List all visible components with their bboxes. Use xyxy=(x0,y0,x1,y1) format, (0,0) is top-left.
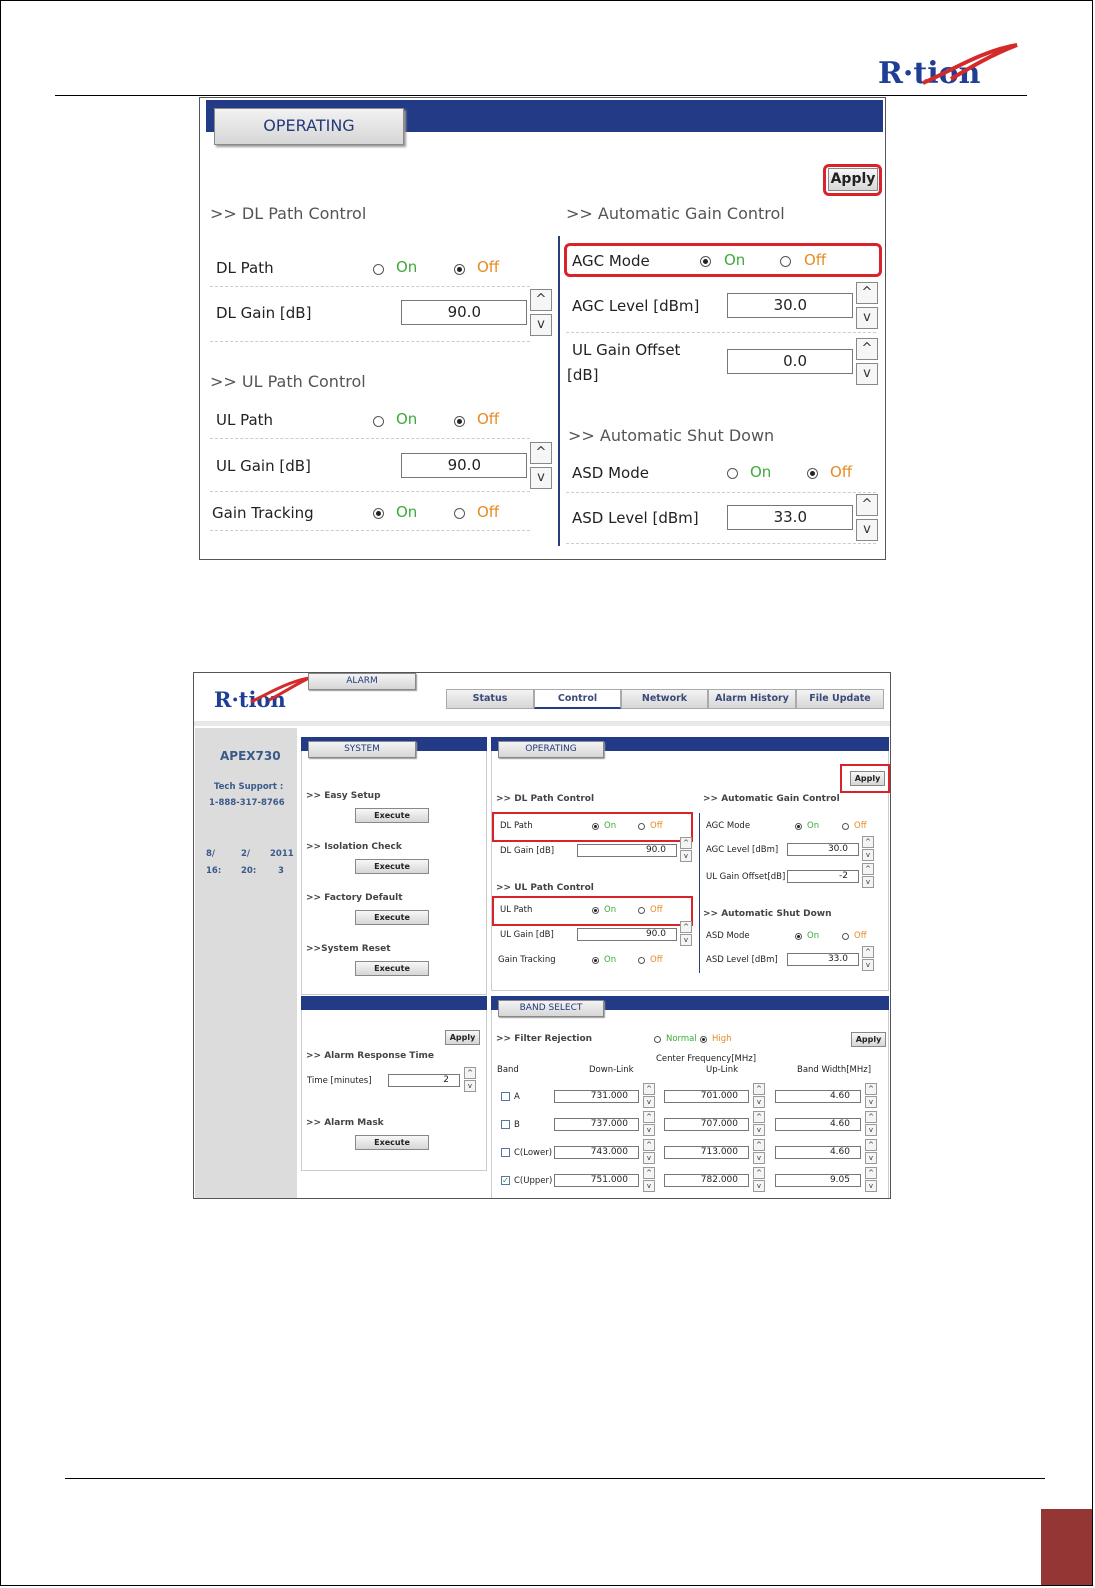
asd-level-up-button[interactable]: ^ xyxy=(862,946,874,958)
agc-level-down-button[interactable]: v xyxy=(862,849,874,861)
divider xyxy=(210,341,530,342)
ul-path-on-radio[interactable] xyxy=(592,907,599,914)
agc-level-up-button[interactable]: ^ xyxy=(856,282,878,304)
dl-gain-label: DL Gain [dB] xyxy=(500,846,555,856)
alarm-header-bar xyxy=(301,996,487,1010)
asd-level-down-button[interactable]: v xyxy=(862,959,874,971)
ul-gain-label: UL Gain [dB] xyxy=(500,930,554,940)
asd-mode-label: ASD Mode xyxy=(572,464,649,482)
nav-tab-file-update[interactable]: File Update xyxy=(796,689,884,709)
divider xyxy=(210,530,530,531)
band-a-downlink-down-button[interactable]: v xyxy=(643,1096,655,1108)
band-apply-button[interactable]: Apply xyxy=(851,1032,886,1047)
ul-gain-offset-down-button[interactable]: v xyxy=(862,876,874,888)
center-frequency-label: Center Frequency[MHz] xyxy=(656,1054,757,1064)
band-c-lower-width-down-button[interactable]: v xyxy=(865,1152,877,1164)
gain-tracking-on-radio[interactable] xyxy=(373,508,384,519)
nav-tab-alarm-history[interactable]: Alarm History xyxy=(708,689,796,709)
band-a-width-up-button[interactable]: ^ xyxy=(865,1083,877,1095)
asd-level-down-button[interactable]: v xyxy=(856,519,878,541)
band-c-lower-downlink-up-button[interactable]: ^ xyxy=(643,1139,655,1151)
band-a-downlink-up-button[interactable]: ^ xyxy=(643,1083,655,1095)
easy-setup-execute-button[interactable]: Execute xyxy=(355,808,429,823)
band-b-downlink-input[interactable]: 737.000 xyxy=(554,1118,639,1131)
filter-normal-radio[interactable] xyxy=(654,1036,661,1043)
dl-path-off-label: Off xyxy=(650,821,663,831)
logo-swoosh-icon xyxy=(249,676,311,708)
band-c-lower-uplink-down-button[interactable]: v xyxy=(753,1152,765,1164)
band-a-uplink-input[interactable]: 701.000 xyxy=(664,1090,749,1103)
dl-path-off-label: Off xyxy=(477,258,500,276)
ul-gain-input[interactable]: 90.0 xyxy=(577,928,677,941)
ul-path-label: UL Path xyxy=(216,411,274,429)
logo-swoosh-icon xyxy=(921,41,1021,91)
gain-tracking-off-label: Off xyxy=(650,955,663,965)
agc-mode-on-radio[interactable] xyxy=(795,823,802,830)
asd-mode-on-radio[interactable] xyxy=(795,933,802,940)
ul-gain-up-button[interactable]: ^ xyxy=(680,921,692,933)
divider xyxy=(210,438,530,439)
agc-level-label: AGC Level [dBm] xyxy=(572,297,700,315)
ul-path-on-radio[interactable] xyxy=(373,416,384,427)
band-a-width-input[interactable]: 4.60 xyxy=(775,1090,861,1103)
band-header: Band xyxy=(497,1065,519,1075)
asd-mode-off-radio[interactable] xyxy=(842,933,849,940)
asd-level-input[interactable]: 33.0 xyxy=(727,505,853,530)
column-divider xyxy=(558,236,560,546)
agc-level-input[interactable]: 30.0 xyxy=(787,843,859,856)
header-rule xyxy=(55,95,1027,96)
band-c-upper-downlink-up-button[interactable]: ^ xyxy=(643,1167,655,1179)
isolation-check-title: >> Isolation Check xyxy=(306,842,402,852)
date-month: 8/ xyxy=(206,849,216,859)
up-link-header: Up-Link xyxy=(706,1065,739,1075)
asd-mode-on-radio[interactable] xyxy=(727,468,738,479)
ul-gain-input[interactable]: 90.0 xyxy=(401,453,527,478)
asd-level-label: ASD Level [dBm] xyxy=(572,509,699,527)
asd-mode-off-radio[interactable] xyxy=(807,468,818,479)
dl-path-on-radio[interactable] xyxy=(373,264,384,275)
nav-tab-status[interactable]: Status xyxy=(446,689,534,709)
asd-mode-on-label: On xyxy=(750,463,772,481)
dl-path-on-label: On xyxy=(396,258,418,276)
band-c-lower-label: C(Lower) xyxy=(514,1148,553,1158)
gain-tracking-label: Gain Tracking xyxy=(498,955,556,965)
ul-path-off-label: Off xyxy=(650,905,663,915)
agc-mode-off-label: Off xyxy=(854,821,867,831)
band-a-downlink-input[interactable]: 731.000 xyxy=(554,1090,639,1103)
dl-gain-label: DL Gain [dB] xyxy=(216,304,312,322)
dl-path-on-label: On xyxy=(604,821,617,831)
agc-mode-label: AGC Mode xyxy=(572,252,650,270)
agc-mode-off-label: Off xyxy=(804,251,827,269)
agc-title: >> Automatic Gain Control xyxy=(703,794,840,804)
band-b-width-down-button[interactable]: v xyxy=(865,1124,877,1136)
band-c-upper-width-up-button[interactable]: ^ xyxy=(865,1167,877,1179)
dl-gain-down-button[interactable]: v xyxy=(680,850,692,862)
agc-mode-on-radio[interactable] xyxy=(700,256,711,267)
gain-tracking-off-radio[interactable] xyxy=(638,957,645,964)
alarm-mask-title: >> Alarm Mask xyxy=(306,1118,384,1128)
asd-mode-label: ASD Mode xyxy=(706,931,750,941)
gain-tracking-off-label: Off xyxy=(477,503,500,521)
ul-path-label: UL Path xyxy=(500,905,533,915)
system-reset-title: >>System Reset xyxy=(306,944,391,954)
band-c-upper-checkbox[interactable]: ✓ xyxy=(502,1176,509,1185)
band-a-uplink-up-button[interactable]: ^ xyxy=(753,1083,765,1095)
band-c-lower-width-input[interactable]: 4.60 xyxy=(775,1146,861,1159)
dl-gain-up-button[interactable]: ^ xyxy=(530,289,552,311)
band-c-upper-downlink-input[interactable]: 751.000 xyxy=(554,1174,639,1187)
band-b-width-input[interactable]: 4.60 xyxy=(775,1118,861,1131)
band-c-upper-uplink-up-button[interactable]: ^ xyxy=(753,1167,765,1179)
divider xyxy=(210,286,530,287)
control-screenshot xyxy=(193,672,891,1199)
dl-path-label: DL Path xyxy=(216,259,274,277)
factory-default-execute-button[interactable]: Execute xyxy=(355,910,429,925)
agc-level-down-button[interactable]: v xyxy=(856,307,878,329)
ul-path-control-title: >> UL Path Control xyxy=(496,883,594,893)
app-logo: R·tion xyxy=(214,687,286,712)
dl-gain-input[interactable]: 90.0 xyxy=(577,844,677,857)
alarm-time-label: Time [minutes] xyxy=(307,1076,372,1086)
band-b-uplink-down-button[interactable]: v xyxy=(753,1124,765,1136)
dl-path-off-radio[interactable] xyxy=(638,823,645,830)
band-c-lower-checkbox[interactable] xyxy=(501,1148,510,1157)
asd-level-up-button[interactable]: ^ xyxy=(856,494,878,516)
ul-gain-label: UL Gain [dB] xyxy=(216,457,311,475)
page-number-badge xyxy=(1041,1509,1093,1586)
operating-column-divider xyxy=(699,813,700,973)
down-link-header: Down-Link xyxy=(589,1065,634,1075)
agc-mode-on-label: On xyxy=(807,821,820,831)
date-day: 2/ xyxy=(241,849,251,859)
band-select-tab[interactable]: BAND SELECT xyxy=(498,1000,604,1017)
time-second: 3 xyxy=(278,866,284,876)
ul-gain-offset-label: UL Gain Offset xyxy=(572,341,681,359)
alarm-time-up-button[interactable]: ^ xyxy=(464,1067,476,1079)
band-c-lower-uplink-input[interactable]: 713.000 xyxy=(664,1146,749,1159)
gain-tracking-label: Gain Tracking xyxy=(212,504,314,522)
dl-path-off-radio[interactable] xyxy=(454,264,465,275)
filter-high-label: High xyxy=(712,1034,732,1044)
dl-path-on-radio[interactable] xyxy=(592,823,599,830)
time-minute: 20: xyxy=(241,866,257,876)
ul-gain-offset-label: UL Gain Offset[dB] xyxy=(706,872,786,882)
footer-rule xyxy=(65,1478,1045,1479)
dl-path-control-title: >> DL Path Control xyxy=(496,794,595,804)
band-b-uplink-input[interactable]: 707.000 xyxy=(664,1118,749,1131)
filter-rejection-title: >> Filter Rejection xyxy=(496,1034,593,1044)
divider xyxy=(566,543,876,544)
band-c-upper-width-input[interactable]: 9.05 xyxy=(775,1174,861,1187)
operating-figure xyxy=(199,97,886,560)
agc-mode-off-radio[interactable] xyxy=(780,256,791,267)
ul-path-off-radio[interactable] xyxy=(454,416,465,427)
band-b-label: B xyxy=(514,1120,520,1130)
date-year: 2011 xyxy=(270,849,294,859)
gain-tracking-off-radio[interactable] xyxy=(454,508,465,519)
band-c-upper-uplink-down-button[interactable]: v xyxy=(753,1180,765,1192)
tech-support-label: Tech Support : xyxy=(214,782,284,792)
ul-gain-offset-input[interactable]: 0.0 xyxy=(727,349,853,374)
band-width-header: Band Width[MHz] xyxy=(797,1065,872,1075)
nav-tab-network[interactable]: Network xyxy=(621,689,708,709)
asd-mode-off-label: Off xyxy=(830,463,853,481)
filter-high-radio[interactable] xyxy=(700,1036,707,1043)
top-separator xyxy=(194,721,891,726)
band-b-checkbox[interactable] xyxy=(501,1120,510,1129)
band-c-upper-downlink-down-button[interactable]: v xyxy=(643,1180,655,1192)
operating-tab[interactable]: OPERATING xyxy=(498,741,604,758)
ul-gain-up-button[interactable]: ^ xyxy=(530,442,552,464)
ul-path-off-label: Off xyxy=(477,410,500,428)
ul-gain-offset-down-button[interactable]: v xyxy=(856,363,878,385)
operating-tab[interactable]: OPERATING xyxy=(214,108,404,145)
alarm-tab[interactable]: ALARM xyxy=(308,673,416,690)
band-b-downlink-up-button[interactable]: ^ xyxy=(643,1111,655,1123)
band-c-lower-width-up-button[interactable]: ^ xyxy=(865,1139,877,1151)
system-tab[interactable]: SYSTEM xyxy=(308,741,416,758)
band-a-label: A xyxy=(514,1092,520,1102)
divider xyxy=(566,492,876,493)
ul-path-off-radio[interactable] xyxy=(638,907,645,914)
divider xyxy=(566,332,876,333)
asd-level-input[interactable]: 33.0 xyxy=(787,953,859,966)
ul-gain-offset-input[interactable]: -2 xyxy=(787,870,859,883)
asd-mode-off-label: Off xyxy=(854,931,867,941)
ul-gain-down-button[interactable]: v xyxy=(680,934,692,946)
band-a-uplink-down-button[interactable]: v xyxy=(753,1096,765,1108)
agc-mode-label: AGC Mode xyxy=(706,821,751,831)
gain-tracking-on-label: On xyxy=(604,955,617,965)
alarm-apply-button[interactable]: Apply xyxy=(445,1030,480,1045)
isolation-check-execute-button[interactable]: Execute xyxy=(355,859,429,874)
agc-level-label: AGC Level [dBm] xyxy=(706,845,779,855)
nav-tab-control[interactable]: Control xyxy=(534,689,621,709)
ul-path-on-label: On xyxy=(604,905,617,915)
rtion-logo: R·tion xyxy=(878,56,981,91)
band-a-checkbox[interactable] xyxy=(501,1092,510,1101)
device-name: APEX730 xyxy=(220,749,281,763)
band-b-width-up-button[interactable]: ^ xyxy=(865,1111,877,1123)
alarm-time-input[interactable]: 2 xyxy=(388,1074,460,1087)
tech-support-phone: 1-888-317-8766 xyxy=(209,798,285,808)
operating-apply-button[interactable]: Apply xyxy=(850,771,885,786)
band-c-upper-label: C(Upper) xyxy=(514,1176,553,1186)
dl-path-control-title: >> DL Path Control xyxy=(210,204,367,223)
agc-mode-on-label: On xyxy=(724,251,746,269)
band-c-upper-uplink-input[interactable]: 782.000 xyxy=(664,1174,749,1187)
asd-title: >> Automatic Shut Down xyxy=(703,909,832,919)
band-b-downlink-down-button[interactable]: v xyxy=(643,1124,655,1136)
agc-level-input[interactable]: 30.0 xyxy=(727,293,853,318)
dl-gain-down-button[interactable]: v xyxy=(530,314,552,336)
band-c-lower-downlink-input[interactable]: 743.000 xyxy=(554,1146,639,1159)
ul-gain-offset-up-button[interactable]: ^ xyxy=(862,863,874,875)
band-c-lower-uplink-up-button[interactable]: ^ xyxy=(753,1139,765,1151)
asd-level-label: ASD Level [dBm] xyxy=(706,955,778,965)
filter-normal-label: Normal xyxy=(666,1034,697,1044)
system-reset-execute-button[interactable]: Execute xyxy=(355,961,429,976)
ul-path-on-label: On xyxy=(396,410,418,428)
time-hour: 16: xyxy=(206,866,222,876)
band-c-upper-width-down-button[interactable]: v xyxy=(865,1180,877,1192)
apply-button[interactable]: Apply xyxy=(828,168,878,191)
agc-title: >> Automatic Gain Control xyxy=(566,204,785,223)
agc-level-up-button[interactable]: ^ xyxy=(862,836,874,848)
gain-tracking-on-radio[interactable] xyxy=(592,957,599,964)
easy-setup-title: >> Easy Setup xyxy=(306,791,381,801)
ul-gain-down-button[interactable]: v xyxy=(530,467,552,489)
alarm-response-title: >> Alarm Response Time xyxy=(306,1051,435,1061)
alarm-mask-execute-button[interactable]: Execute xyxy=(355,1135,429,1150)
ul-gain-offset-unit: [dB] xyxy=(567,366,599,384)
dl-gain-up-button[interactable]: ^ xyxy=(680,837,692,849)
ul-path-control-title: >> UL Path Control xyxy=(210,372,366,391)
band-a-width-down-button[interactable]: v xyxy=(865,1096,877,1108)
dl-path-label: DL Path xyxy=(500,821,533,831)
band-b-uplink-up-button[interactable]: ^ xyxy=(753,1111,765,1123)
ul-gain-offset-up-button[interactable]: ^ xyxy=(856,338,878,360)
asd-mode-on-label: On xyxy=(807,931,820,941)
asd-title: >> Automatic Shut Down xyxy=(568,426,775,445)
divider xyxy=(210,491,530,492)
gain-tracking-on-label: On xyxy=(396,503,418,521)
alarm-time-down-button[interactable]: v xyxy=(464,1080,476,1092)
dl-gain-input[interactable]: 90.0 xyxy=(401,300,527,325)
agc-mode-off-radio[interactable] xyxy=(842,823,849,830)
factory-default-title: >> Factory Default xyxy=(306,893,403,903)
band-c-lower-downlink-down-button[interactable]: v xyxy=(643,1152,655,1164)
